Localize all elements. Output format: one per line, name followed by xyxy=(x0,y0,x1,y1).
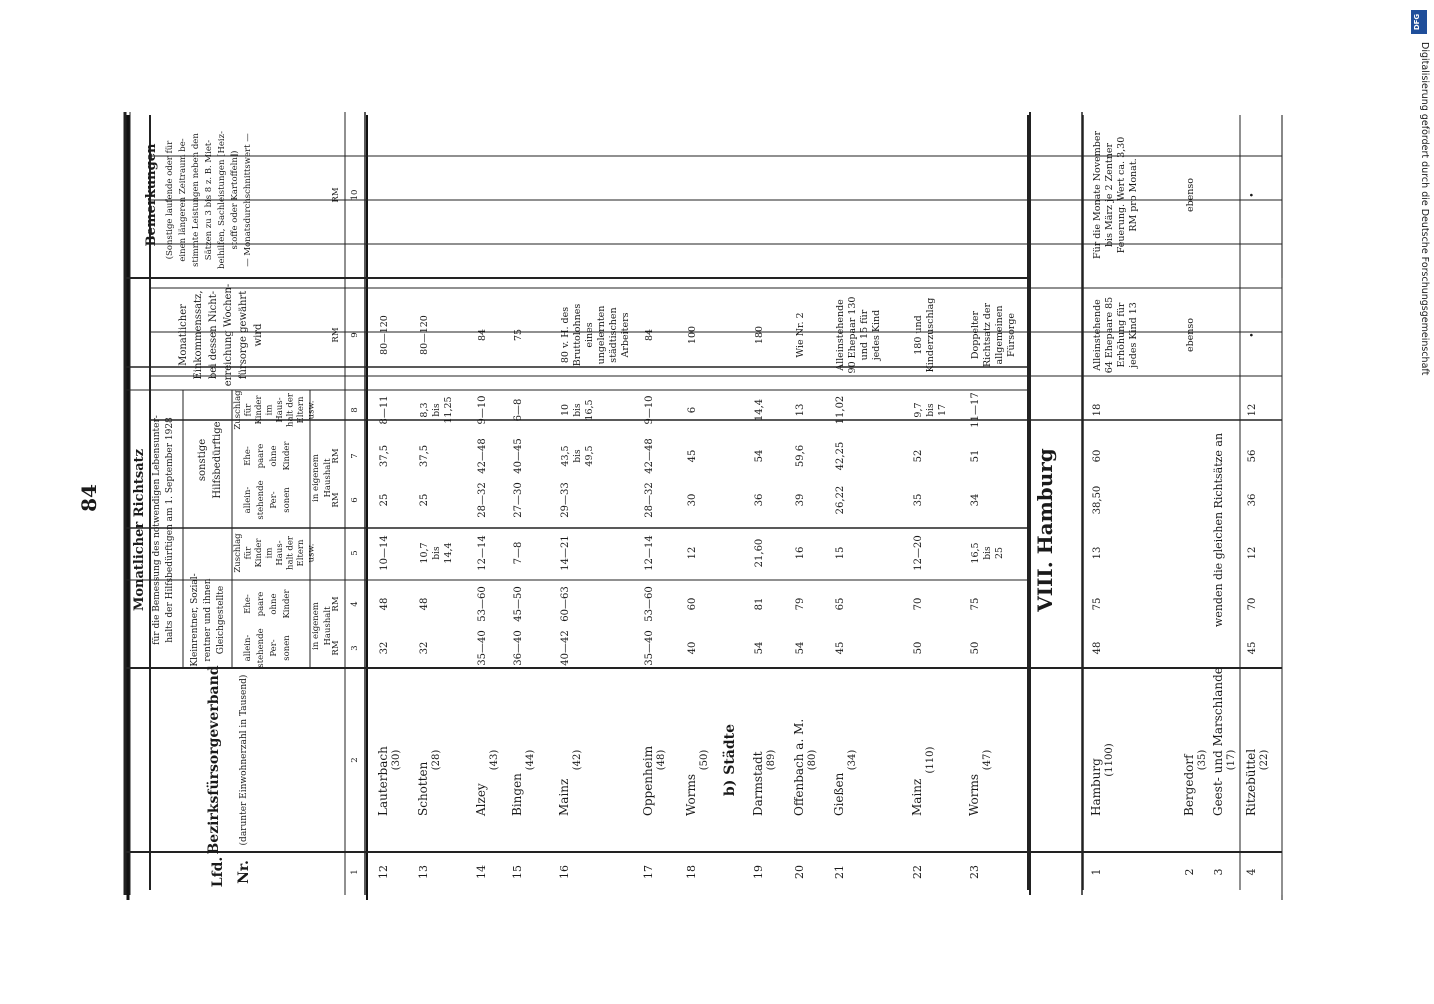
cell-c9: 90 Ehepaar 130 xyxy=(847,296,858,374)
cell-c5: 16,5 xyxy=(970,542,981,564)
cell-c9: 80—120 xyxy=(419,315,430,355)
header-zuschlag-2: usw. xyxy=(306,400,317,420)
cell-c5: 12—14 xyxy=(477,535,488,571)
cell-c5: 14,4 xyxy=(443,542,454,564)
section-hamburg: VIII. Hamburg xyxy=(1033,448,1057,612)
cell-c9: allgemeinen xyxy=(994,305,1005,365)
header-zuschlag: für xyxy=(243,546,254,560)
header-einkommenssatz: fürsorge gewährt xyxy=(238,290,249,380)
hamburg-c10: RM pro Monat. xyxy=(1128,158,1139,232)
cell-c9: jedes Kind xyxy=(871,309,882,361)
row-pop: (43) xyxy=(489,749,500,771)
cell-c5: 16 xyxy=(795,546,806,560)
cell-c9: Doppelter xyxy=(970,310,981,360)
cell-c7: 42—48 xyxy=(644,438,655,474)
cell-c7: 37,5 xyxy=(419,444,430,468)
cell-c4: 45—50 xyxy=(513,586,524,622)
hamburg-lfd: 2 xyxy=(1183,868,1196,876)
column-number: 10 xyxy=(350,189,360,201)
header-eigen-2: in eigenem xyxy=(311,454,321,502)
hamburg-c10: • xyxy=(1247,192,1258,198)
cell-c7: 49,5 xyxy=(584,445,595,467)
header-einkommenssatz: wird xyxy=(253,323,264,347)
cell-c3: 32 xyxy=(379,641,390,655)
hamburg-name: Hamburg xyxy=(1089,758,1103,816)
hamburg-c7: 60 xyxy=(1092,449,1103,463)
hamburg-c7: 56 xyxy=(1247,449,1258,463)
row-lfd: 20 xyxy=(793,865,806,879)
cell-c4: 60—63 xyxy=(560,586,571,622)
row-name: Worms xyxy=(684,773,698,816)
row-name: Mainz xyxy=(910,778,924,816)
hamburg-c4: 75 xyxy=(1092,597,1103,611)
cell-c9: eines xyxy=(584,322,595,348)
cell-c5: bis xyxy=(432,546,442,560)
row-pop: (34) xyxy=(847,749,858,771)
cell-c8: 6 xyxy=(687,406,698,414)
cell-c6: 34 xyxy=(970,493,981,507)
header-alleinstehende: sonen xyxy=(282,635,292,661)
row-name: Mainz xyxy=(557,778,571,816)
cell-c9: Arbeiters xyxy=(620,312,631,358)
header-zuschlag: Eltern xyxy=(296,539,306,567)
cell-c8: 10 xyxy=(560,403,571,417)
cell-c5: 10,7 xyxy=(419,542,430,564)
cell-c5: 15 xyxy=(835,546,846,560)
cell-c8: bis xyxy=(573,403,583,417)
cell-c7: 37,5 xyxy=(379,444,390,468)
header-zuschlag: Zuschlag xyxy=(233,533,243,573)
cell-c8: 11,25 xyxy=(443,396,454,424)
column-number: 4 xyxy=(350,601,360,607)
header-bezirk-sub: (darunter Einwohnerzahl in Tausend) xyxy=(239,674,249,846)
cell-c3: 40 xyxy=(687,641,698,655)
row-lfd: 18 xyxy=(685,865,698,879)
cell-c8: bis xyxy=(432,403,442,417)
cell-c9: 100 xyxy=(687,325,698,345)
cell-c9: 180 xyxy=(754,325,765,345)
hamburg-c9: • xyxy=(1247,332,1258,338)
cell-c4: 75 xyxy=(970,597,981,611)
cell-c3: 36—40 xyxy=(513,630,524,666)
cell-c4: 65 xyxy=(835,597,846,611)
credit-text: Digitalisierung gefördert durch die Deutsche Forschungsgemeinschaft xyxy=(1419,42,1430,376)
header-zuschlag-2: Zuschlag xyxy=(233,390,243,430)
row-name: Oppenheim xyxy=(641,745,655,816)
cell-c9: Alleinstehende xyxy=(835,299,846,371)
header-zuschlag-2: Haus- xyxy=(275,397,285,423)
row-name: Darmstadt xyxy=(751,751,765,816)
dfg-logo-text: DFG xyxy=(1413,13,1421,31)
cell-c8: 9—10 xyxy=(477,395,488,425)
cell-c7: 52 xyxy=(913,449,924,463)
cell-c6: 28—32 xyxy=(477,482,488,518)
cell-c5: 12—14 xyxy=(644,535,655,571)
header-alleinstehende-2: allein- xyxy=(243,486,253,514)
cell-c9: 80—120 xyxy=(379,315,390,355)
header-ehepaare-2: Ehe- xyxy=(243,446,253,466)
cell-c6: 39 xyxy=(795,493,806,507)
header-bemerkungen-text: stoffe oder Kartoffeln]) xyxy=(230,150,240,250)
cell-c3: 40—42 xyxy=(560,630,571,666)
cell-c3: 50 xyxy=(970,641,981,655)
cell-c4: 53—60 xyxy=(477,586,488,622)
column-number: 5 xyxy=(350,550,360,556)
header-rm-10: RM xyxy=(331,187,341,203)
row-pop: (47) xyxy=(982,749,993,771)
cell-c9: städtischen xyxy=(608,307,619,363)
cell-c4: 53—60 xyxy=(644,586,655,622)
cell-c8: 8—11 xyxy=(379,395,390,425)
header-zuschlag: usw. xyxy=(306,543,317,563)
header-richtsatz-3: halts der Hilfsbedürftigen am 1. September 1928 xyxy=(165,417,175,643)
row-lfd: 16 xyxy=(558,865,571,879)
row-name: Worms xyxy=(967,773,981,816)
cell-c4: 48 xyxy=(379,597,390,611)
header-bezirk: Bezirksfürsorgeverband xyxy=(206,665,222,855)
section-staedte: b) Städte xyxy=(722,723,738,797)
header-ehepaare-2: ohne xyxy=(269,445,279,467)
header-richtsatz: Monatlicher Richtsatz xyxy=(132,448,147,612)
hamburg-c3: 48 xyxy=(1092,641,1103,655)
hamburg-c4: 70 xyxy=(1247,597,1258,611)
cell-c6: 29—33 xyxy=(560,482,571,518)
cell-c8: 11—17 xyxy=(970,392,981,428)
header-sonstige: sonstige xyxy=(197,438,208,482)
cell-c5: 12 xyxy=(687,546,698,560)
hamburg-c9: ebenso xyxy=(1185,317,1196,353)
page-number: 84 xyxy=(77,484,101,512)
hamburg-c10: Für die Monate November xyxy=(1092,131,1103,259)
header-nr: Nr. xyxy=(236,860,252,884)
header-alleinstehende: stehende xyxy=(256,628,266,668)
cell-c8: bis xyxy=(926,403,936,417)
cell-c3: 50 xyxy=(913,641,924,655)
row-lfd: 17 xyxy=(642,865,655,879)
header-alleinstehende-2: sonen xyxy=(282,487,292,513)
cell-c9: 84 xyxy=(477,328,488,342)
header-einkommenssatz: erreichung Wochen- xyxy=(223,283,234,387)
row-name: Bingen xyxy=(510,773,524,816)
cell-c8: 11,02 xyxy=(835,395,846,425)
cell-c7: 51 xyxy=(970,449,981,463)
cell-c8: 14,4 xyxy=(754,398,765,422)
hamburg-c8: 18 xyxy=(1092,403,1103,417)
cell-c9: 180 und xyxy=(913,315,924,355)
row-name: Schotten xyxy=(416,761,430,816)
hamburg-c5: 13 xyxy=(1092,546,1103,560)
cell-c8: 16,5 xyxy=(584,399,595,421)
header-ehepaare: Kinder xyxy=(282,589,292,619)
cell-c9: 75 xyxy=(513,328,524,342)
header-eigen: Haushalt xyxy=(323,606,333,646)
cell-c5: 14—21 xyxy=(560,535,571,571)
header-zuschlag-2: halt der xyxy=(285,393,296,427)
cell-c9: Richtsatz der xyxy=(982,302,993,368)
cell-c8: 13 xyxy=(795,403,806,417)
cell-c5: 7—8 xyxy=(513,541,524,565)
header-bemerkungen-text: beihilfen, Sachleistungen [Heiz- xyxy=(217,131,227,269)
hamburg-c10: ebenso xyxy=(1185,177,1196,213)
header-kleinrentner: Gleichgestellte xyxy=(216,585,226,655)
column-number: 7 xyxy=(350,453,360,459)
header-ehepaare: Ehe- xyxy=(243,594,253,614)
hamburg-c6: 36 xyxy=(1247,493,1258,507)
header-lfd: Lfd. xyxy=(210,856,226,888)
cell-c5: bis xyxy=(983,546,993,560)
hamburg-c9: Alleinstehende xyxy=(1092,299,1103,371)
header-alleinstehende-2: Per- xyxy=(269,491,279,509)
header-rm: RM xyxy=(331,492,341,508)
row-name: Lauterbach xyxy=(376,746,390,816)
header-alleinstehende-2: stehende xyxy=(256,480,266,520)
hamburg-lfd: 1 xyxy=(1090,868,1103,876)
cell-c9: 84 xyxy=(644,328,655,342)
cell-c7: 42—48 xyxy=(477,438,488,474)
row-pop: (42) xyxy=(572,749,583,771)
hamburg-c6: 38,50 xyxy=(1092,485,1103,515)
header-ehepaare: ohne xyxy=(269,593,279,615)
header-einkommenssatz: bei dessen Nicht- xyxy=(208,290,219,380)
header-bemerkungen: Bemerkungen xyxy=(144,143,159,247)
header-rm: RM xyxy=(331,448,341,464)
cell-c5: 25 xyxy=(994,546,1005,560)
row-pop: (48) xyxy=(656,749,667,771)
header-eigen-2: Haushalt xyxy=(323,458,333,498)
hamburg-name: Bergedorf xyxy=(1182,754,1196,816)
column-number: 2 xyxy=(350,757,360,763)
cell-c6: 27—30 xyxy=(513,482,524,518)
cell-c7: 59,6 xyxy=(795,444,806,468)
cell-c8: 9—10 xyxy=(644,395,655,425)
cell-c4: 81 xyxy=(754,597,765,611)
cell-c3: 54 xyxy=(754,641,765,655)
cell-c7: 42,25 xyxy=(835,441,846,471)
row-lfd: 23 xyxy=(968,865,981,879)
header-eigen: in eigenem xyxy=(311,602,321,650)
header-kleinrentner: rentner und ihnen xyxy=(203,578,213,662)
header-einkommenssatz: Monatlicher xyxy=(178,304,189,366)
cell-c6: 28—32 xyxy=(644,482,655,518)
cell-c5: 21,60 xyxy=(754,538,765,568)
header-ehepaare-2: paare xyxy=(256,443,266,469)
cell-c5: 12—20 xyxy=(913,535,924,571)
hamburg-name: Ritzebüttel xyxy=(1244,748,1258,816)
hamburg-c3: 45 xyxy=(1247,641,1258,655)
hamburg-pop: (17) xyxy=(1226,749,1237,771)
row-name: Gießen xyxy=(832,772,846,816)
hamburg-c9: Erhöhung für xyxy=(1116,302,1127,368)
row-pop: (80) xyxy=(807,749,818,771)
hamburg-lfd: 3 xyxy=(1212,868,1225,876)
header-ehepaare-2: Kinder xyxy=(282,441,292,471)
column-number: 6 xyxy=(350,497,360,503)
header-zuschlag: Kinder xyxy=(254,538,264,568)
cell-c9: Kinderzuschlag xyxy=(925,297,936,373)
hamburg-pop: (35) xyxy=(1197,749,1208,771)
row-lfd: 14 xyxy=(475,865,488,879)
row-pop: (50) xyxy=(699,749,710,771)
hamburg-lfd: 4 xyxy=(1245,868,1258,876)
column-number: 8 xyxy=(350,407,360,413)
header-einkommenssatz: Einkommenssatz, xyxy=(193,290,204,380)
cell-c9: Fürsorge xyxy=(1006,312,1017,358)
header-zuschlag-2: im xyxy=(264,404,275,416)
row-pop: (44) xyxy=(525,749,536,771)
cell-c6: 36 xyxy=(754,493,765,507)
header-alleinstehende: Per- xyxy=(269,639,279,657)
cell-c8: 17 xyxy=(937,403,948,417)
header-rm: RM xyxy=(331,640,341,656)
cell-c7: 45 xyxy=(687,449,698,463)
column-number: 3 xyxy=(350,645,360,651)
header-bemerkungen-text: einen längeren Zeitraum be- xyxy=(178,138,188,262)
hamburg-pop: (22) xyxy=(1259,749,1270,771)
cell-c8: 8,3 xyxy=(419,402,430,418)
header-sonstige: Hilfsbedürftige xyxy=(212,421,223,499)
cell-c8: 9,7 xyxy=(913,402,924,418)
cell-c3: 35—40 xyxy=(644,630,655,666)
hamburg-c8: 12 xyxy=(1247,403,1258,417)
cell-c4: 48 xyxy=(419,597,430,611)
cell-c4: 70 xyxy=(913,597,924,611)
cell-c6: 35 xyxy=(913,493,924,507)
cell-c4: 60 xyxy=(687,597,698,611)
cell-c6: 26,22 xyxy=(835,485,846,515)
row-lfd: 15 xyxy=(511,865,524,879)
row-pop: (30) xyxy=(391,749,402,771)
row-lfd: 12 xyxy=(377,865,390,879)
hamburg-c10: Feuerung. Wert ca. 3,30 xyxy=(1116,136,1127,254)
header-bemerkungen-text: (Sonstige laufende oder für xyxy=(165,140,175,260)
row-pop: (110) xyxy=(925,746,936,774)
row-name: Offenbach a. M. xyxy=(792,718,806,816)
cell-c3: 54 xyxy=(795,641,806,655)
row-lfd: 21 xyxy=(833,865,846,879)
header-zuschlag-2: Kinder xyxy=(254,395,264,425)
row-pop: (28) xyxy=(431,749,442,771)
header-ehepaare: paare xyxy=(256,591,266,617)
cell-c3: 45 xyxy=(835,641,846,655)
header-zuschlag: im xyxy=(264,547,275,559)
hamburg-c10: bis März je 2 Zentner xyxy=(1104,142,1115,248)
cell-c6: 30 xyxy=(687,493,698,507)
column-number: 9 xyxy=(350,332,360,338)
header-rm: RM xyxy=(331,596,341,612)
cell-c5: 10—14 xyxy=(379,535,390,571)
header-rm-9: RM xyxy=(331,327,341,343)
header-zuschlag: Haus- xyxy=(275,540,285,566)
cell-c9: und 15 für xyxy=(859,309,870,361)
cell-c3: 32 xyxy=(419,641,430,655)
header-richtsatz-2: für die Bemessung des notwendigen Lebensunter- xyxy=(152,415,162,645)
hamburg-name: Geest- und Marschlande xyxy=(1211,667,1225,816)
hamburg-c9: jedes Kind 13 xyxy=(1128,302,1139,368)
row-name: Alzey xyxy=(474,783,488,816)
cell-c7: 54 xyxy=(754,449,765,463)
header-bemerkungen-text: stimmte Leistungen neben den xyxy=(191,133,201,267)
cell-c8: 6—8 xyxy=(513,398,524,422)
cell-c7: bis xyxy=(573,449,583,463)
column-number: 1 xyxy=(350,869,360,875)
row-lfd: 19 xyxy=(752,865,765,879)
hamburg-pop: (1100) xyxy=(1104,743,1115,777)
header-zuschlag: halt der xyxy=(285,536,296,570)
cell-c9: ungelernten xyxy=(596,305,607,365)
cell-c9: 80 v. H. des xyxy=(560,306,571,364)
header-alleinstehende: allein- xyxy=(243,634,253,662)
cell-c9: Wie Nr. 2 xyxy=(795,312,806,358)
cell-c7: 40—45 xyxy=(513,438,524,474)
header-kleinrentner: Kleinrentner, Sozial- xyxy=(190,573,200,667)
header-bemerkungen-text: Sätzen zu 3 bis 8 z. B. Miet- xyxy=(204,139,214,261)
row-lfd: 22 xyxy=(911,865,924,879)
hamburg-span: wenden die gleichen Richtsätze an xyxy=(1212,432,1225,628)
header-bemerkungen-text: — Monatsdurchschnittswert — xyxy=(243,133,253,267)
credit-strip xyxy=(1408,8,1430,388)
row-lfd: 13 xyxy=(417,865,430,879)
cell-c9: Bruttolohnes xyxy=(572,303,583,367)
header-zuschlag-2: Eltern xyxy=(296,396,306,424)
cell-c7: 43,5 xyxy=(560,445,571,467)
cell-c6: 25 xyxy=(379,493,390,507)
cell-c4: 79 xyxy=(795,597,806,611)
header-zuschlag-2: für xyxy=(243,403,254,417)
row-pop: (89) xyxy=(766,749,777,771)
hamburg-c5: 12 xyxy=(1247,546,1258,560)
cell-c6: 25 xyxy=(419,493,430,507)
hamburg-c9: 64 Ehepaare 85 xyxy=(1104,296,1115,374)
cell-c3: 35—40 xyxy=(477,630,488,666)
